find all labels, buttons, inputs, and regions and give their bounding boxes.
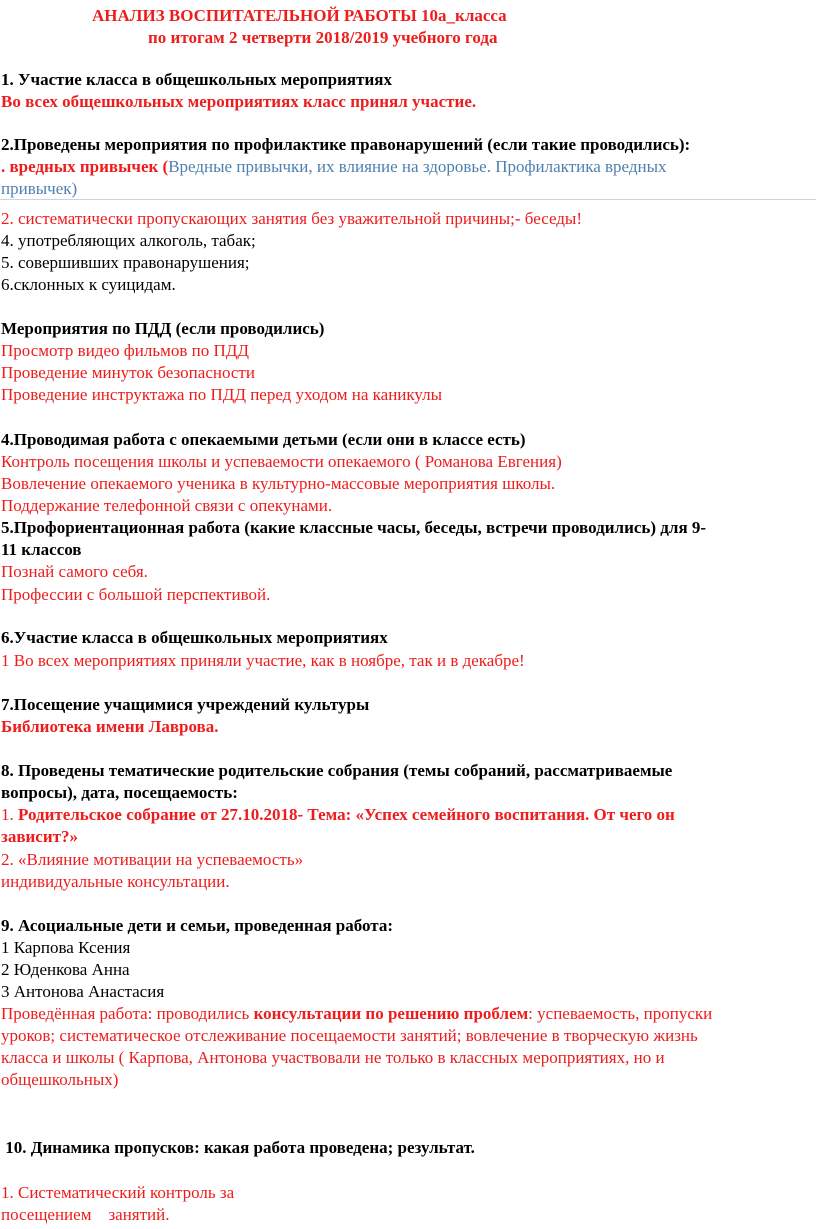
section-8-item-3: индивидуальные консультации. xyxy=(1,872,230,891)
section-8-item-2: 2. «Влияние мотивации на успеваемость» xyxy=(1,850,304,869)
asocial-child-name: 1 Карпова Ксения xyxy=(1,938,131,957)
section-4-heading: 4.Проводимая работа с опекаемыми детьми (если они в классе есть) xyxy=(1,430,526,449)
work-done-rest: : успеваемость, пропуски xyxy=(528,1004,713,1023)
section-8-item-1 xyxy=(1,804,675,826)
section-2-item-4: 4. употребляющих алкоголь, табак; xyxy=(1,231,256,250)
section-2-heading: 2.Проведены мероприятия по профилактике правонарушений (если такие проводились): xyxy=(1,135,691,154)
pdd-item: Проведение инструктажа по ПДД перед уходом на каникулы xyxy=(1,385,443,404)
document-subtitle: по итогам 2 четверти 2018/2019 учебного года xyxy=(148,28,498,47)
work-done-line-4: общешкольных) xyxy=(1,1070,119,1089)
section-5-heading: 5.Профориентационная работа (какие классные часы, беседы, встречи проводились) для 9- xyxy=(1,518,707,537)
section-4-item: Контроль посещения школы и успеваемости опекаемого ( Романова Евгения) xyxy=(1,452,562,471)
habits-description: Вредные привычки, их влияние на здоровье. Профилактика вредных xyxy=(168,157,667,176)
section-2-habits-line xyxy=(1,156,667,178)
section-6-text: 1 Во всех мероприятиях приняли участие, как в ноябре, так и в декабре! xyxy=(1,651,525,670)
section-9-heading: 9. Асоциальные дети и семьи, проведенная работа: xyxy=(1,916,394,935)
section-10-line-2: посещением занятий. xyxy=(1,1205,170,1224)
section-10-heading: 10. Динамика пропусков: какая работа проведена; результат. xyxy=(1,1138,475,1157)
divider-line xyxy=(0,199,816,200)
pdd-item: Проведение минуток безопасности xyxy=(1,363,255,382)
section-4-item: Вовлечение опекаемого ученика в культурно-массовые мероприятия школы. xyxy=(1,474,556,493)
habits-description-cont: привычек) xyxy=(1,179,78,198)
section-1-heading: 1. Участие класса в общешкольных мероприятиях xyxy=(1,70,392,89)
section-2-item-6: 6.склонных к суицидам. xyxy=(1,275,176,294)
section-4-item: Поддержание телефонной связи с опекунами. xyxy=(1,496,333,515)
section-7-heading: 7.Посещение учащимися учреждений культуры xyxy=(1,695,370,714)
habits-label: . вредных привычек ( xyxy=(1,157,169,176)
work-done-line-1 xyxy=(1,1003,712,1025)
section-5-heading-cont: 11 классов xyxy=(1,540,82,559)
section-7-text: Библиотека имени Лаврова. xyxy=(1,717,219,736)
asocial-child-name: 3 Антонова Анастасия xyxy=(1,982,165,1001)
section-8-heading-cont: вопросы), дата, посещаемость: xyxy=(1,783,238,802)
work-done-line-2: уроков; систематическое отслеживание посещаемости занятий; вовлечение в творческую жизнь xyxy=(1,1026,698,1045)
section-5-item: Профессии с большой перспективой. xyxy=(1,585,271,604)
pdd-item: Просмотр видео фильмов по ПДД xyxy=(1,341,249,360)
work-done-intro: Проведённая работа: проводились xyxy=(1,1004,254,1023)
meeting-1-number: 1. xyxy=(1,805,18,824)
document-title: АНАЛИЗ ВОСПИТАТЕЛЬНОЙ РАБОТЫ 10а_класса xyxy=(92,6,507,25)
work-done-line-3: класса и школы ( Карпова, Антонова участвовали не только в классных мероприятиях, но и xyxy=(1,1048,665,1067)
section-5-item: Познай самого себя. xyxy=(1,562,148,581)
section-2-item-5: 5. совершивших правонарушения; xyxy=(1,253,250,272)
pdd-heading: Мероприятия по ПДД (если проводились) xyxy=(1,319,325,338)
meeting-1-text-cont: зависит?» xyxy=(1,827,78,846)
meeting-1-text: Родительское собрание от 27.10.2018- Тема: «Успех семейного воспитания. От чего он xyxy=(18,805,675,824)
item-2-number: 2. xyxy=(1,209,18,228)
item-2-text: систематически пропускающих занятия без уважительной причины;- беседы! xyxy=(18,209,582,228)
section-6-heading: 6.Участие класса в общешкольных мероприятиях xyxy=(1,628,388,647)
section-1-text: Во всех общешкольных мероприятиях класс принял участие. xyxy=(1,92,477,111)
work-done-bold: консультации по решению проблем xyxy=(253,1004,529,1023)
section-8-heading: 8. Проведены тематические родительские собрания (темы собраний, рассматриваемые xyxy=(1,761,673,780)
section-2-item-2 xyxy=(1,208,582,230)
section-10-line-1: 1. Систематический контроль за xyxy=(1,1183,235,1202)
asocial-child-name: 2 Юденкова Анна xyxy=(1,960,130,979)
